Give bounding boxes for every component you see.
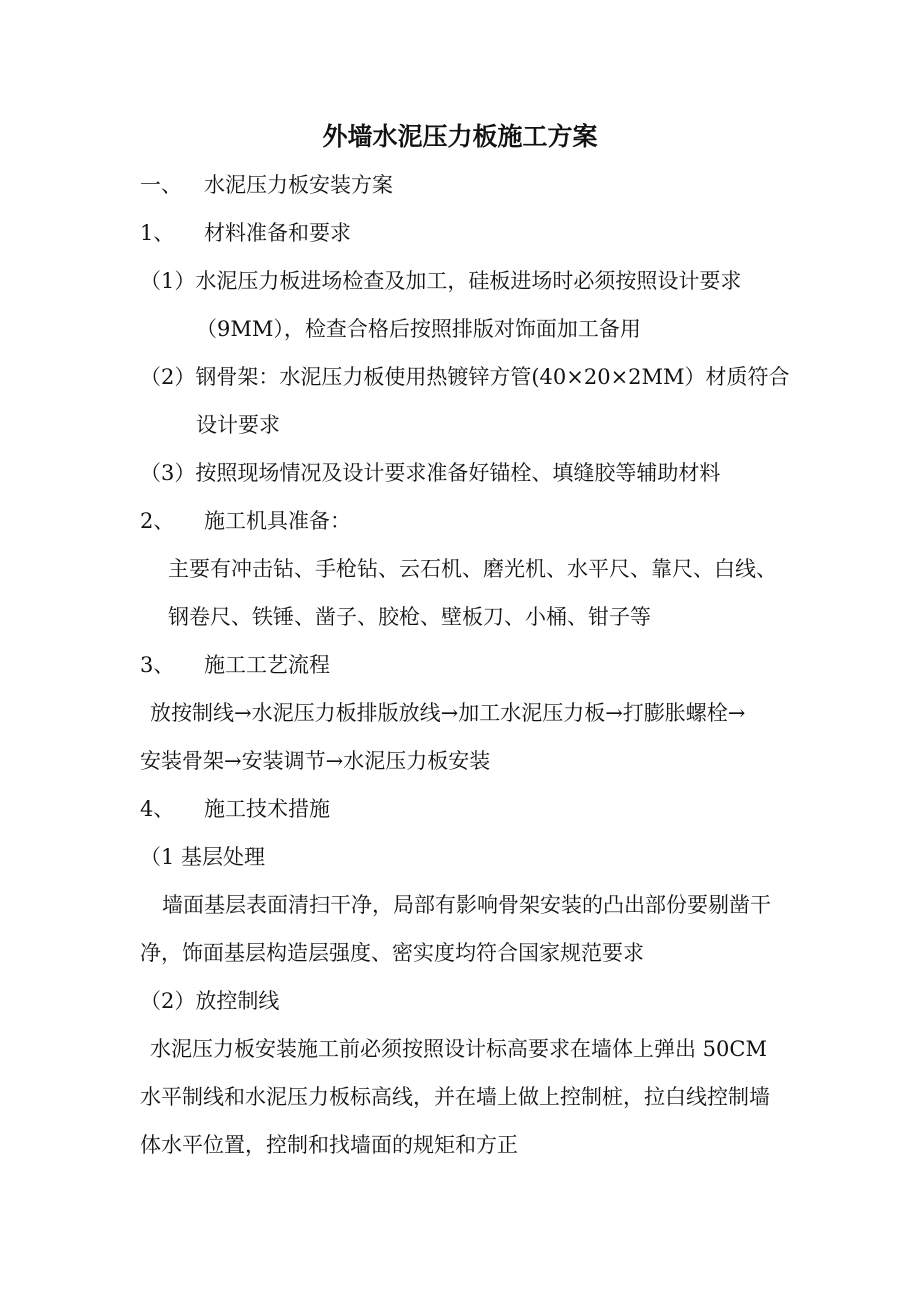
tools-line-2: 钢卷尺、铁锤、凿子、胶枪、壁板刀、小桶、钳子等 bbox=[168, 605, 651, 629]
item-4-number: 4、 bbox=[140, 797, 175, 821]
paragraph-2-line-1: （2）钢骨架：水泥压力板使用热镀锌方管(40×20×2MM）材质符合 bbox=[140, 365, 790, 389]
item-4-heading bbox=[140, 795, 330, 823]
paragraph-1-line-2: （9MM），检查合格后按照排版对饰面加工备用 bbox=[196, 317, 641, 341]
paragraph-1-line-1: （1）水泥压力板进场检查及加工，硅板进场时必须按照设计要求 bbox=[140, 269, 742, 293]
item-3-heading bbox=[140, 651, 330, 679]
paragraph-3: （3）按照现场情况及设计要求准备好锚栓、填缝胶等辅助材料 bbox=[140, 461, 721, 485]
tools-line-1: 主要有冲击钻、手枪钻、云石机、磨光机、水平尺、靠尺、白线、 bbox=[168, 557, 777, 581]
item-2-text: 施工机具准备： bbox=[204, 509, 351, 533]
item-2-heading bbox=[140, 507, 351, 535]
subsection-2-heading: （2）放控制线 bbox=[140, 989, 280, 1013]
item-3-text: 施工工艺流程 bbox=[204, 653, 330, 677]
flow-line-2: 安装骨架→安装调节→水泥压力板安装 bbox=[140, 749, 491, 773]
subsection-2-line-2: 水平制线和水泥压力板标高线，并在墙上做上控制桩，拉白线控制墙 bbox=[140, 1085, 770, 1109]
subsection-1-heading: （1 基层处理 bbox=[140, 845, 266, 869]
subsection-2-line-1: 水泥压力板安装施工前必须按照设计标高要求在墙体上弹出 50CM bbox=[150, 1037, 767, 1061]
section-1-heading bbox=[140, 171, 393, 199]
paragraph-2-line-2: 设计要求 bbox=[196, 413, 280, 437]
section-1-text: 水泥压力板安装方案 bbox=[204, 173, 393, 197]
item-3-number: 3、 bbox=[140, 653, 175, 677]
item-4-text: 施工技术措施 bbox=[204, 797, 330, 821]
section-1-number: 一、 bbox=[140, 173, 182, 197]
subsection-1-line-1: 墙面基层表面清扫干净，局部有影响骨架安装的凸出部份要剔凿干 bbox=[162, 893, 771, 917]
document-title: 外墙水泥压力板施工方案 bbox=[322, 122, 598, 151]
subsection-1-line-2: 净，饰面基层构造层强度、密实度均符合国家规范要求 bbox=[140, 941, 644, 965]
item-1-text: 材料准备和要求 bbox=[204, 221, 351, 245]
flow-line-1: 放按制线→水泥压力板排版放线→加工水泥压力板→打膨胀螺栓→ bbox=[150, 701, 746, 725]
item-2-number: 2、 bbox=[140, 509, 175, 533]
subsection-2-line-3: 体水平位置，控制和找墙面的规矩和方正 bbox=[140, 1133, 518, 1157]
item-1-number: 1、 bbox=[140, 221, 175, 245]
item-1-heading bbox=[140, 219, 351, 247]
